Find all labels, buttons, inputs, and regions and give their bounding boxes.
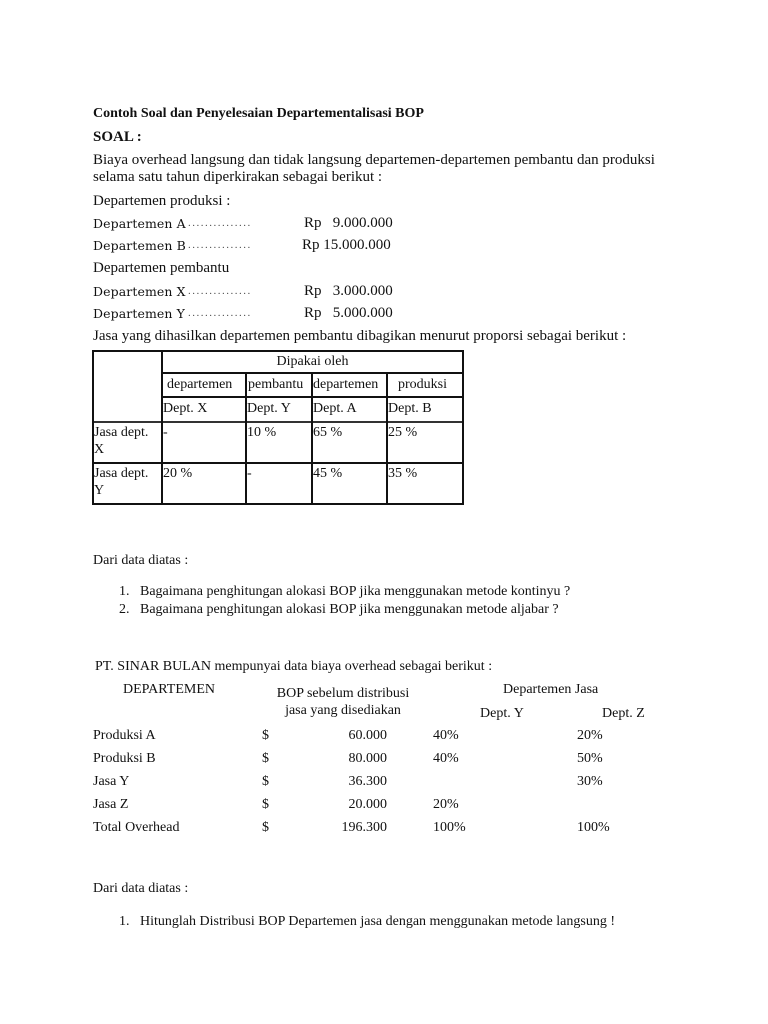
row-dept-y: 40% (433, 728, 459, 743)
header-bop-line2: jasa yang disediakan (285, 703, 401, 718)
cell-y-to-a: 45 % (313, 466, 343, 481)
header-dipakai-oleh: Dipakai oleh (276, 354, 349, 369)
row-label-jasa-x-line1: Jasa dept. (94, 425, 149, 440)
cell-y-to-b: 35 % (388, 466, 418, 481)
allocation-proportion-table (92, 350, 464, 505)
header-departemen: DEPARTEMEN (123, 682, 215, 697)
pembantu-heading: Departemen pembantu (93, 260, 230, 276)
row-currency: $ (262, 774, 269, 789)
col-header-dept-y: Dept. Y (247, 401, 291, 416)
col-header-dept-x: Dept. X (163, 401, 208, 416)
row-dept-z: 30% (577, 774, 603, 789)
dept-x-leader: ............... (188, 285, 252, 297)
cell-y-to-y: - (247, 466, 252, 481)
dept-x-amount: Rp 3.000.000 (304, 283, 393, 299)
row-dept: Jasa Z (93, 797, 129, 812)
row-dept: Jasa Y (93, 774, 130, 789)
row-dept: Produksi A (93, 728, 156, 743)
from-data-label-2: Dari data diatas : (93, 881, 189, 896)
question-3-text: Hitunglah Distribusi BOP Departemen jasa dengan menggunakan metode langsung ! (140, 914, 615, 929)
question-1-number: 1. (119, 584, 130, 599)
dept-b-leader: ............... (188, 239, 252, 251)
table-border (92, 503, 464, 505)
row-dept-y: 40% (433, 751, 459, 766)
dept-a-amount: Rp 9.000.000 (304, 215, 393, 231)
row-dept-z: 20% (577, 728, 603, 743)
col-header-dept-b: Dept. B (388, 401, 432, 416)
question-2-text: Bagaimana penghitungan alokasi BOP jika menggunakan metode aljabar ? (140, 602, 559, 617)
row-label-jasa-y-line2: Y (94, 483, 105, 498)
intro-line-2: selama satu tahun diperkirakan sebagai berikut : (93, 169, 383, 185)
question-3-number: 1. (119, 914, 130, 929)
header-dept-z: Dept. Z (602, 706, 645, 721)
table-border (462, 350, 464, 505)
row-dept-y: 20% (433, 797, 459, 812)
row-dept-total: Total Overhead (93, 820, 180, 835)
dept-b-name: Departemen B (93, 238, 186, 253)
header-departemen-jasa: Departemen Jasa (503, 682, 599, 697)
cell-x-to-a: 65 % (313, 425, 343, 440)
row-bop: 36.300 (348, 774, 387, 789)
row-dept-z: 50% (577, 751, 603, 766)
row-dept-z-total: 100% (577, 820, 610, 835)
header-mid-2: pembantu (248, 377, 304, 392)
header-mid-1: departemen (167, 377, 233, 392)
cell-x-to-x: - (163, 425, 168, 440)
header-bop-line1: BOP sebelum distribusi (276, 686, 410, 701)
cell-x-to-b: 25 % (388, 425, 418, 440)
row-bop: 20.000 (348, 797, 387, 812)
row-dept-y-total: 100% (433, 820, 466, 835)
row-currency: $ (262, 751, 269, 766)
row-dept: Produksi B (93, 751, 156, 766)
question-2-number: 2. (119, 602, 130, 617)
row-label-jasa-x-line2: X (94, 442, 105, 457)
table-border (92, 350, 464, 352)
header-dept-y: Dept. Y (480, 706, 524, 721)
proportion-intro: Jasa yang dihasilkan departemen pembantu dibagikan menurut proporsi sebagai berikut : (93, 328, 627, 344)
row-bop: 80.000 (348, 751, 387, 766)
row-currency: $ (262, 797, 269, 812)
row-bop: 60.000 (348, 728, 387, 743)
dept-y-leader: ............... (188, 307, 252, 319)
dept-y-name: Departemen Y (93, 306, 185, 321)
from-data-label-1: Dari data diatas : (93, 553, 189, 568)
dept-x-name: Departemen X (93, 284, 186, 299)
table-divider (92, 462, 464, 464)
cell-x-to-y: 10 % (247, 425, 277, 440)
soal-label: SOAL : (93, 129, 142, 145)
produksi-heading: Departemen produksi : (93, 193, 231, 209)
dept-y-amount: Rp 5.000.000 (304, 305, 393, 321)
dept-a-leader: ............... (188, 217, 252, 229)
company-intro: PT. SINAR BULAN mempunyai data biaya overhead sebagai berikut : (95, 659, 493, 674)
cell-y-to-x: 20 % (163, 466, 193, 481)
row-label-jasa-y-line1: Jasa dept. (94, 466, 149, 481)
col-header-dept-a: Dept. A (313, 401, 357, 416)
intro-line-1: Biaya overhead langsung dan tidak langsung departemen-departemen pembantu dan produksi (93, 152, 655, 168)
header-mid-4: produksi (398, 377, 447, 392)
document-title: Contoh Soal dan Penyelesaian Departementalisasi BOP (93, 106, 424, 121)
table-divider (92, 421, 464, 423)
row-bop-total: 196.300 (341, 820, 387, 835)
header-mid-3: departemen (313, 377, 379, 392)
dept-b-amount: Rp 15.000.000 (302, 237, 391, 253)
row-currency: $ (262, 820, 269, 835)
row-currency: $ (262, 728, 269, 743)
dept-a-name: Departemen A (93, 216, 186, 231)
question-1-text: Bagaimana penghitungan alokasi BOP jika menggunakan metode kontinyu ? (140, 584, 571, 599)
